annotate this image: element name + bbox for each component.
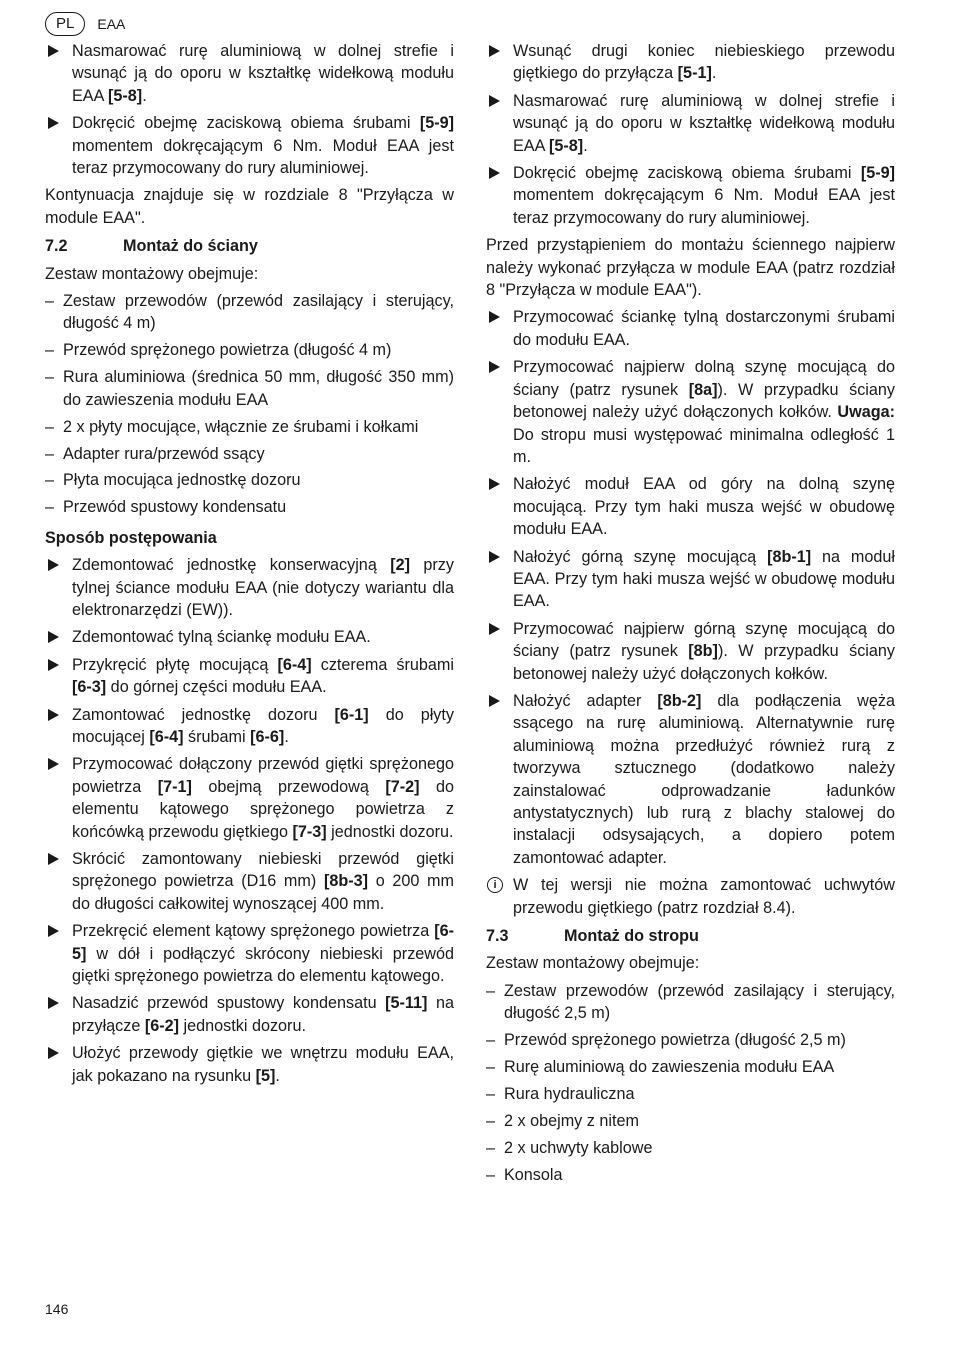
step-item: Zdemontować tylną ściankę modułu EAA.	[45, 626, 454, 648]
kit-list-item: – Płyta mocująca jednostkę dozoru	[45, 469, 454, 491]
kit-list-item: – Rura hydrauliczna	[486, 1083, 895, 1105]
info-note-text: W tej wersji nie można zamontować uchwytów przewodu giętkiego (patrz rozdział 8.4).	[513, 876, 895, 917]
section-heading	[486, 925, 895, 947]
kit-intro: Zestaw montażowy obejmuje:	[45, 264, 259, 283]
step-item: Zdemontować jednostkę konserwacyjną [2] przy tylnej ściance modułu EAA (nie dotyczy wariantu dla elektronarzędzi (EW)).	[45, 554, 454, 621]
kit-list-item: – Przewód spustowy kondensatu	[45, 496, 454, 518]
step-item: Przymocować ściankę tylną dostarczonymi śrubami do modułu EAA.	[486, 306, 895, 351]
continuation-note: Kontynuacja znajduje się w rozdziale 8 "Przyłącza w module EAA".	[45, 186, 454, 227]
step-item: Zamontować jednostkę dozoru [6-1] do płyty mocującej [6-4] śrubami [6-6].	[45, 704, 454, 749]
procedure-heading: Sposób postępowania	[45, 528, 217, 547]
step-item: Nałożyć górną szynę mocującą [8b-1] na moduł EAA. Przy tym haki musza wejść w obudowę modułu EAA.	[486, 546, 895, 613]
info-note	[486, 874, 895, 919]
kit-list-item: – Rurę aluminiową do zawieszenia modułu EAA	[486, 1056, 895, 1078]
wall-mount-prerequisite: Przed przystąpieniem do montażu ściennego najpierw należy wykonać przyłącza w module EAA (patrz rozdział 8 "Przyłącza w module EAA").	[486, 236, 895, 300]
kit-list-item: – Konsola	[486, 1164, 895, 1186]
kit-list-item: – 2 x obejmy z nitem	[486, 1110, 895, 1132]
step-item: Nasadzić przewód spustowy kondensatu [5-11] na przyłącze [6-2] jednostki dozoru.	[45, 992, 454, 1037]
info-icon: i	[487, 877, 503, 893]
kit-intro: Zestaw montażowy obejmuje:	[486, 954, 700, 973]
language-badge: PL	[45, 12, 85, 36]
kit-list-item: – 2 x płyty mocujące, włącznie ze śrubami i kołkami	[45, 416, 454, 438]
step-item: Skrócić zamontowany niebieski przewód giętki sprężonego powietrza (D16 mm) [8b-3] o 200 mm do długości całkowitej wynoszącej 400 mm.	[45, 848, 454, 915]
step-item: Dokręcić obejmę zaciskową obiema śrubami [5-9] momentem dokręcającym 6 Nm. Moduł EAA jest teraz przymocowany do rury aluminiowej.	[486, 162, 895, 229]
step-item: Przekręcić element kątowy sprężonego powietrza [6-5] w dół i podłączyć skrócony niebieski przewód giętki sprężonego powietrza do elementu kątowego.	[45, 920, 454, 987]
left-column	[45, 40, 454, 1092]
kit-list-item: – Przewód sprężonego powietrza (długość 2,5 m)	[486, 1029, 895, 1051]
section-heading	[45, 235, 454, 257]
step-item: Przymocować dołączony przewód giętki sprężonego powietrza [7-1] obejmą przewodową [7-2] do elementu kątowego sprężonego powietrza z końcówką przewodu giętkiego [7-3] jednostki dozoru.	[45, 753, 454, 843]
step-item: Przymocować najpierw dolną szynę mocującą do ściany (patrz rysunek [8a]). W przypadku ściany betonowej należy użyć dołączonych kołków. Uwaga: Do stropu musi występować minimalna odległość 1 m.	[486, 356, 895, 468]
step-item: Nałożyć moduł EAA od góry na dolną szynę mocującą. Przy tym haki musza wejść w obudowę modułu EAA.	[486, 473, 895, 540]
section-number: 7.2	[45, 237, 68, 256]
page-header	[45, 12, 125, 36]
kit-list-item: – Zestaw przewodów (przewód zasilający i sterujący, długość 2,5 m)	[486, 980, 895, 1025]
document-code: EAA	[97, 15, 126, 32]
section-title: Montaż do ściany	[123, 237, 258, 256]
step-item: Nasmarować rurę aluminiową w dolnej strefie i wsunąć ją do oporu w kształtkę widełkową modułu EAA [5-8].	[45, 40, 454, 107]
page-number: 146	[45, 1301, 69, 1317]
warning-label: Uwaga:	[837, 403, 895, 422]
step-item: Nałożyć adapter [8b-2] dla podłączenia węża ssącego na rurę aluminiową. Alternatywnie rurę aluminiową można przedłużyć również rurą z tworzywa sztucznego (dodatkowo należy zainstalować odprowadzanie ładunków antystatycznych) lub rurą z blachy stalowej do instalacji odsysających, a dopiero potem zamontować adapter.	[486, 690, 895, 869]
kit-list-item: – Adapter rura/przewód ssący	[45, 443, 454, 465]
step-item: Nasmarować rurę aluminiową w dolnej strefie i wsunąć ją do oporu w kształtkę widełkową modułu EAA [5-8].	[486, 90, 895, 157]
right-column	[486, 40, 895, 1191]
kit-list-item: – Rura aluminiowa (średnica 50 mm, długość 350 mm) do zawieszenia modułu EAA	[45, 366, 454, 411]
step-item: Wsunąć drugi koniec niebieskiego przewodu giętkiego do przyłącza [5-1].	[486, 40, 895, 85]
section-title: Montaż do stropu	[564, 927, 699, 946]
kit-list-item: – Przewód sprężonego powietrza (długość 4 m)	[45, 339, 454, 361]
kit-list-item: – 2 x uchwyty kablowe	[486, 1137, 895, 1159]
step-item: Ułożyć przewody giętkie we wnętrzu modułu EAA, jak pokazano na rysunku [5].	[45, 1042, 454, 1087]
section-number: 7.3	[486, 927, 509, 946]
kit-list-item: – Zestaw przewodów (przewód zasilający i sterujący, długość 4 m)	[45, 290, 454, 335]
step-item: Przymocować najpierw górną szynę mocującą do ściany (patrz rysunek [8b]). W przypadku ściany betonowej należy użyć dołączonych kołków.	[486, 618, 895, 685]
step-item: Dokręcić obejmę zaciskową obiema śrubami [5-9] momentem dokręcającym 6 Nm. Moduł EAA jest teraz przymocowany do rury aluminiowej.	[45, 112, 454, 179]
step-item: Przykręcić płytę mocującą [6-4] czterema śrubami [6-3] do górnej części modułu EAA.	[45, 654, 454, 699]
